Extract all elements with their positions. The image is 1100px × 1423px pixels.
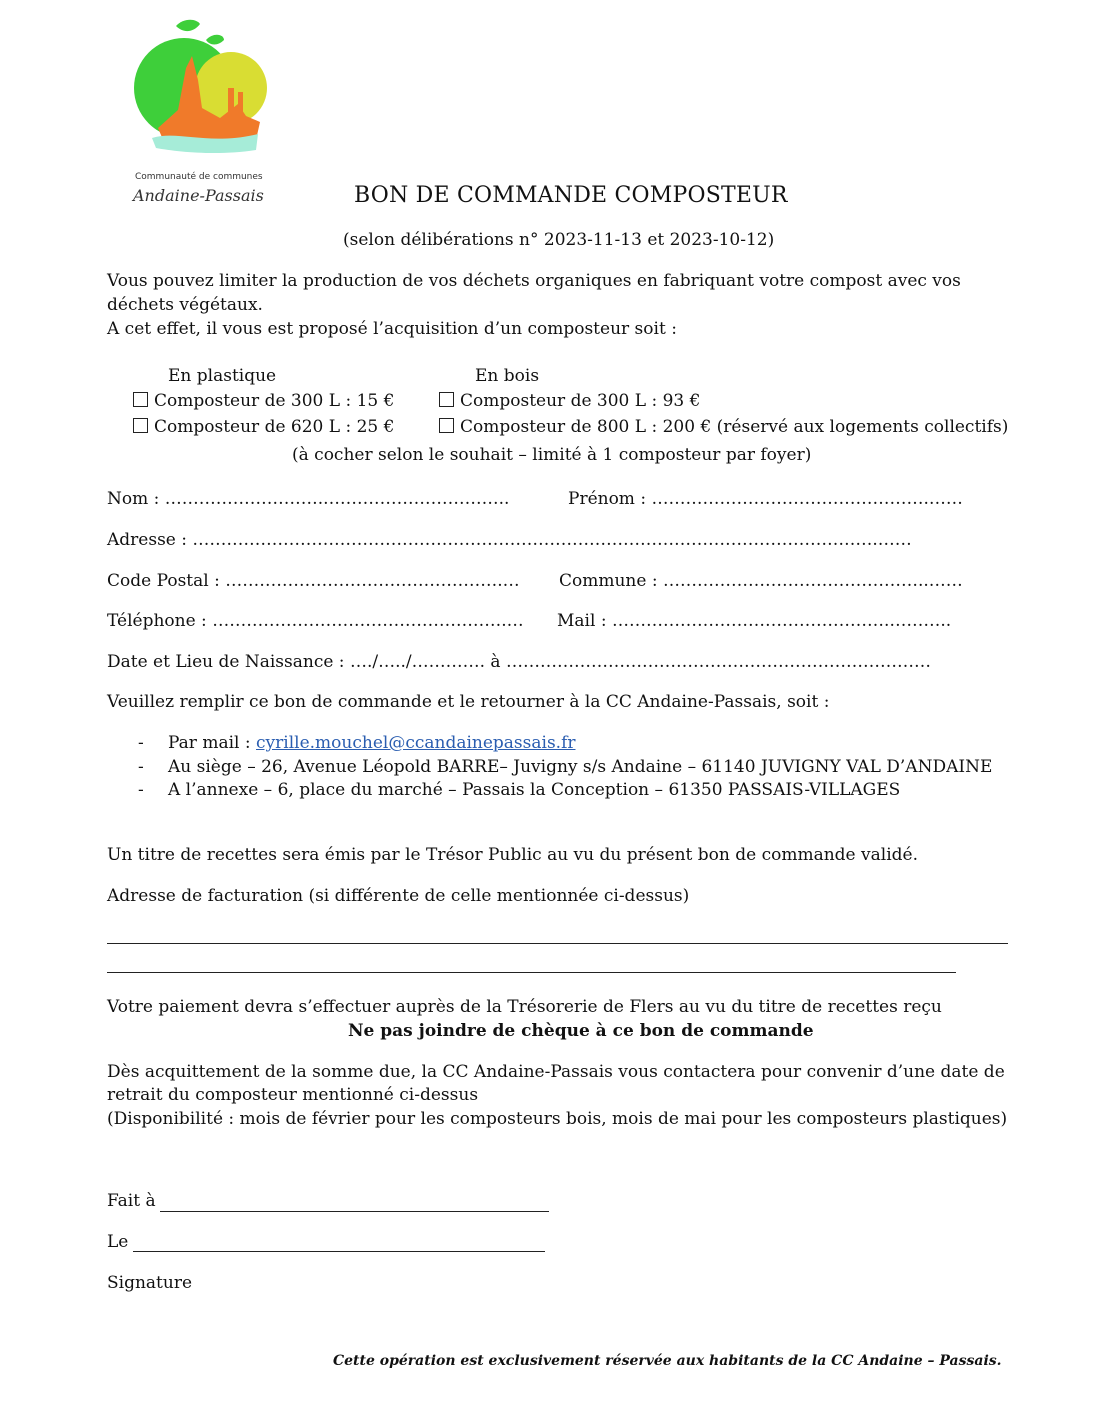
- option-plastic-300-label: Composteur de 300 L : 15 €: [154, 391, 395, 411]
- checkbox-wood-300[interactable]: [439, 392, 454, 407]
- ack-line-3: (Disponibilité : mois de février pour les composteurs bois, mois de mai pour les composteurs plastiques): [107, 1109, 1008, 1129]
- option-wood-800-label: Composteur de 800 L : 200 € (réservé aux logements collectifs): [460, 417, 1009, 437]
- bullet-dash: -: [138, 780, 144, 800]
- logo-image: [128, 18, 278, 163]
- checkbox-wood-800[interactable]: [439, 418, 454, 433]
- billing-titre: Un titre de recettes sera émis par le Trésor Public au vu du présent bon de commande validé.: [107, 845, 918, 865]
- payment-line: Votre paiement devra s’effectuer auprès de la Trésorerie de Flers au vu du titre de recettes reçu: [107, 997, 942, 1017]
- billing-adresse-label: Adresse de facturation (si différente de celle mentionnée ci-dessus): [107, 886, 690, 906]
- intro-line-1: Vous pouvez limiter la production de vos déchets organiques en fabriquant votre compost avec vos: [107, 271, 961, 291]
- bullet-dash: -: [138, 757, 144, 777]
- option-plastic-300[interactable]: [133, 391, 394, 411]
- checkbox-plastic-620[interactable]: [133, 418, 148, 433]
- ack-line-1: Dès acquittement de la somme due, la CC Andaine-Passais vous contactera pour convenir d’une date de: [107, 1062, 1005, 1082]
- option-wood-300-label: Composteur de 300 L : 93 €: [460, 391, 701, 411]
- intro-line-3: A cet effet, il vous est proposé l’acquisition d’un composteur soit :: [107, 319, 677, 339]
- le-line[interactable]: [133, 1251, 545, 1252]
- field-adresse[interactable]: Adresse : ………………………………………………………………………………………………………….……: [107, 530, 912, 550]
- bullet-dash: -: [138, 733, 144, 753]
- return-by-mail: [168, 733, 576, 753]
- billing-address-line-2[interactable]: [107, 972, 956, 973]
- field-code-postal[interactable]: Code Postal : ………………………………………….…: [107, 571, 520, 591]
- options-note: (à cocher selon le souhait – limité à 1 composteur par foyer): [292, 445, 812, 465]
- document-title: BON DE COMMANDE COMPOSTEUR: [354, 183, 788, 208]
- field-mail[interactable]: Mail : ………………………………………….………..: [557, 611, 952, 631]
- return-siege: Au siège – 26, Avenue Léopold BARRE– Juvigny s/s Andaine – 61140 JUVIGNY VAL D’ANDAINE: [168, 757, 993, 777]
- email-link[interactable]: cyrille.mouchel@ccandainepassais.fr: [256, 733, 576, 753]
- intro-line-2: déchets végétaux.: [107, 295, 263, 315]
- field-prenom[interactable]: Prénom : ………………………………………….……: [568, 489, 963, 509]
- return-annexe: A l’annexe – 6, place du marché – Passais la Conception – 61350 PASSAIS-VILLAGES: [168, 780, 901, 800]
- option-wood-800[interactable]: [439, 417, 1008, 437]
- footer-note: Cette opération est exclusivement réservée aux habitants de la CC Andaine – Passais.: [333, 1353, 1002, 1369]
- no-cheque-warning: Ne pas joindre de chèque à ce bon de commande: [348, 1021, 814, 1041]
- plastic-heading: En plastique: [168, 366, 277, 386]
- option-plastic-620-label: Composteur de 620 L : 25 €: [154, 417, 395, 437]
- document-subtitle: (selon délibérations n° 2023-11-13 et 2023-10-12): [343, 230, 775, 250]
- wood-heading: En bois: [475, 366, 540, 386]
- return-by-mail-label: Par mail :: [168, 733, 257, 753]
- field-telephone[interactable]: Téléphone : …………………………………………….…: [107, 611, 524, 631]
- ack-line-2: retrait du composteur mentionné ci-dessus: [107, 1085, 479, 1105]
- org-name-script: Andaine-Passais: [133, 186, 264, 205]
- billing-address-line-1[interactable]: [107, 943, 1008, 944]
- return-intro: Veuillez remplir ce bon de commande et le retourner à la CC Andaine-Passais, soit :: [107, 692, 830, 712]
- option-wood-300[interactable]: [439, 391, 700, 411]
- field-commune[interactable]: Commune : ………………………………………..……: [559, 571, 963, 591]
- fait-a-label: Fait à: [107, 1191, 156, 1211]
- option-plastic-620[interactable]: [133, 417, 394, 437]
- field-naissance[interactable]: Date et Lieu de Naissance : …./…../…………. à …………………………………………………………………: [107, 652, 931, 672]
- org-name-small: Communauté de communes: [135, 172, 263, 182]
- le-label: Le: [107, 1232, 129, 1252]
- checkbox-plastic-300[interactable]: [133, 392, 148, 407]
- fait-a-line[interactable]: [160, 1211, 549, 1212]
- signature-label: Signature: [107, 1273, 193, 1293]
- field-nom[interactable]: Nom : ………………………..…………………………..: [107, 489, 510, 509]
